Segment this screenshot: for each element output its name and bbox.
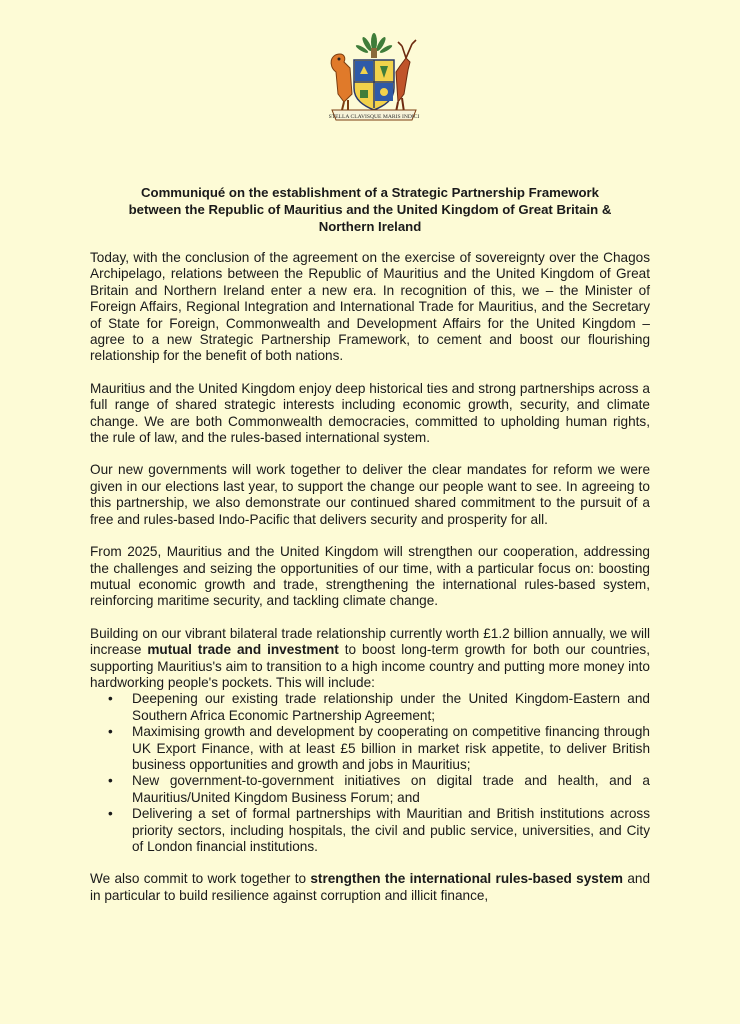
paragraph-new-governments: Our new governments will work together to deliver the clear mandates for reform we were given in our elections last year, to support the change our people want to see. In agreeing to this partnership, we also demonstrate our continued shared commitment to the pursuit of a free and rules-based Indo-Pacific that delivers security and prosperity for all.	[90, 462, 650, 527]
title-line: between the Republic of Mauritius and the United Kingdom of Great Britain &	[128, 202, 612, 217]
paragraph-cooperation-focus: From 2025, Mauritius and the United Kingdom will strengthen our cooperation, addressing the challenges and seizing the opportunities of our time, with a particular focus on: boosting mutual economic growth and trade, strengthening the international rules-based system, reinforcing maritime security, and tackling climate change.	[90, 544, 650, 609]
paragraph-trade-text: to boost long-term growth for both our countries, supporting Mauritius's aim to transition to a high income country and putting more money into hardworking people's pockets. This will include:	[90, 642, 650, 690]
list-item	[90, 724, 650, 773]
bullet-icon: •	[108, 773, 113, 789]
list-item-text: Delivering a set of formal partnerships with Mauritian and British institutions across priority sectors, including hospitals, the civil and public service, universities, and City of London financial institutions.	[132, 806, 650, 854]
paragraph-rules-text: and in particular to build resilience against corruption and illicit finance,	[90, 871, 651, 903]
paragraph-trade	[90, 626, 650, 692]
list-item	[90, 691, 650, 724]
coat-of-arms-icon	[322, 32, 426, 124]
paragraph-trade-text: Building on our vibrant bilateral trade relationship currently worth £1.2 billion annually, we will increase	[90, 625, 650, 658]
bullet-icon: •	[108, 724, 113, 740]
paragraph-rules-text: We also commit to work together to	[90, 871, 311, 887]
svg-text:STELLA CLAVISQUE MARIS INDICI: STELLA CLAVISQUE MARIS INDICI	[328, 114, 420, 120]
list-item-text: Deepening our existing trade relationship under the United Kingdom-Eastern and Southern Africa Economic Partnership Agreement;	[132, 691, 650, 723]
list-item	[90, 806, 650, 855]
title-line: Northern Ireland	[318, 219, 422, 234]
document-title	[60, 184, 680, 235]
paragraph-rules-emphasis: strengthen the international rules-based system	[310, 871, 624, 887]
paragraph-sovereignty: Today, with the conclusion of the agreement on the exercise of sovereignty over the Chagos Archipelago, relations between the Republic of Mauritius and the United Kingdom of Great Britain and Northern Ireland enter a new era. In recognition of this, we – the Minister of Foreign Affairs, Regional Integration and International Trade for Mauritius, and the Secretary of State for Foreign, Commonwealth and Development Affairs for the United Kingdom – agree to a new Strategic Partnership Framework, to cement and boost our flourishing relationship for the benefit of both nations.	[90, 250, 650, 364]
list-item-text: Maximising growth and development by cooperating on competitive financing through UK Export Finance, with at least £5 billion in market risk appetite, to deliver British business opportunities and growth and jobs in Mauritius;	[132, 724, 650, 772]
bullet-icon: •	[108, 691, 113, 707]
paragraph-historical-ties: Mauritius and the United Kingdom enjoy deep historical ties and strong partnerships across a full range of shared strategic interests including economic growth, security, and climate change. We are both Commonwealth democracies, committed to upholding human rights, the rule of law, and the rules-based international system.	[90, 380, 650, 446]
list-item-text: New government-to-government initiatives on digital trade and health, and a Mauritius/United Kingdom Business Forum; and	[132, 773, 650, 805]
paragraph-rules-based-system	[90, 871, 650, 904]
paragraph-trade-emphasis: mutual trade and investment	[147, 642, 339, 658]
bullet-icon: •	[108, 806, 113, 822]
document-body	[90, 250, 650, 904]
trade-measures-list	[90, 691, 650, 855]
title-line: Communiqué on the establishment of a Strategic Partnership Framework	[141, 185, 599, 200]
list-item	[90, 773, 650, 806]
